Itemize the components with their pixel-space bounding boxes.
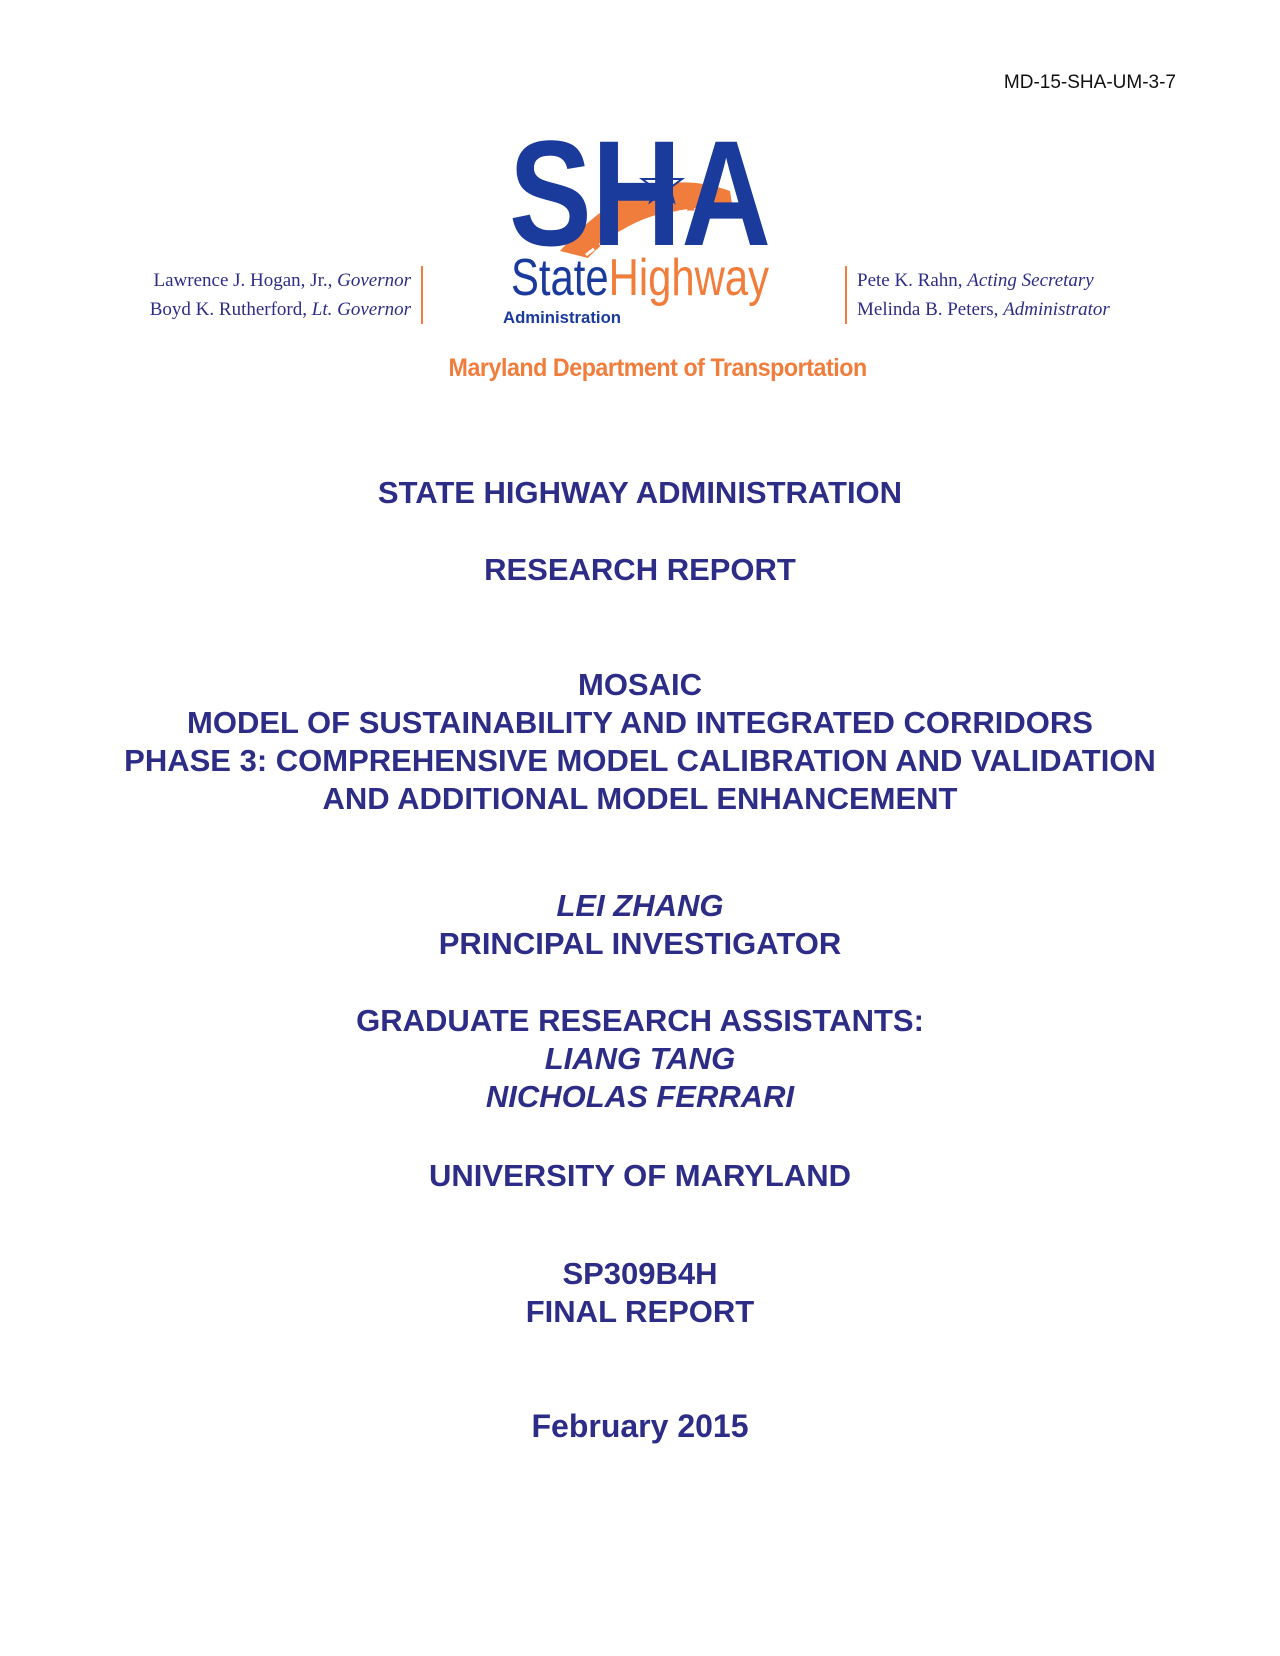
official-governor bbox=[150, 266, 411, 295]
report-type-heading bbox=[0, 551, 1280, 589]
graduate-assistants bbox=[0, 1002, 1280, 1116]
project-status: FINAL REPORT bbox=[525, 1294, 755, 1329]
officials-left bbox=[150, 266, 423, 324]
official-administrator bbox=[857, 295, 1110, 324]
report-title bbox=[0, 666, 1280, 818]
department-name: Maryland Department of Transportation bbox=[448, 354, 867, 382]
sha-logo bbox=[490, 113, 790, 348]
pi-role: PRINCIPAL INVESTIGATOR bbox=[438, 926, 842, 961]
logo-acronym: SHA bbox=[509, 113, 771, 277]
official-name: Boyd K. Rutherford, bbox=[149, 299, 308, 320]
agency-name: STATE HIGHWAY ADMINISTRATION bbox=[377, 475, 903, 510]
officials-right bbox=[845, 266, 1110, 324]
official-role: Administrator bbox=[1003, 299, 1110, 320]
official-role: Lt. Governor bbox=[311, 299, 411, 320]
report-type: RESEARCH REPORT bbox=[484, 552, 796, 587]
project-number: SP309B4H bbox=[562, 1256, 718, 1291]
report-date-block bbox=[0, 1407, 1280, 1445]
university-name: UNIVERSITY OF MARYLAND bbox=[429, 1158, 851, 1193]
official-role: Acting Secretary bbox=[967, 270, 1094, 291]
title-line-2: MODEL OF SUSTAINABILITY AND INTEGRATED CORRIDORS bbox=[187, 705, 1093, 740]
assistant-name: LIANG TANG bbox=[544, 1041, 736, 1076]
official-name: Melinda B. Peters, bbox=[857, 299, 999, 320]
report-id: MD-15-SHA-UM-3-7 bbox=[1003, 72, 1176, 93]
assistants-label: GRADUATE RESEARCH ASSISTANTS: bbox=[356, 1003, 924, 1038]
title-line-1: MOSAIC bbox=[578, 667, 702, 702]
university bbox=[0, 1157, 1280, 1195]
svg-text:StateHighway bbox=[511, 249, 790, 307]
logo-word-administration: Administration bbox=[503, 308, 621, 327]
project-info bbox=[0, 1255, 1280, 1331]
principal-investigator bbox=[0, 887, 1280, 963]
official-name: Pete K. Rahn, bbox=[857, 270, 963, 291]
official-secretary bbox=[857, 266, 1110, 295]
logo-word-highway: Highway bbox=[608, 249, 790, 307]
logo-word-state: State bbox=[511, 249, 633, 307]
official-lt-governor bbox=[150, 295, 411, 324]
agency-heading bbox=[0, 474, 1280, 512]
sha-logo-graphic bbox=[490, 113, 790, 348]
title-line-3: PHASE 3: COMPREHENSIVE MODEL CALIBRATION AND VALIDATION bbox=[124, 743, 1156, 778]
official-name: Lawrence J. Hogan, Jr., bbox=[153, 270, 333, 291]
title-line-4: AND ADDITIONAL MODEL ENHANCEMENT bbox=[322, 781, 958, 816]
official-role: Governor bbox=[337, 270, 411, 291]
pi-name: LEI ZHANG bbox=[556, 888, 724, 923]
report-date: February 2015 bbox=[531, 1408, 749, 1444]
assistant-name: NICHOLAS FERRARI bbox=[485, 1079, 795, 1114]
